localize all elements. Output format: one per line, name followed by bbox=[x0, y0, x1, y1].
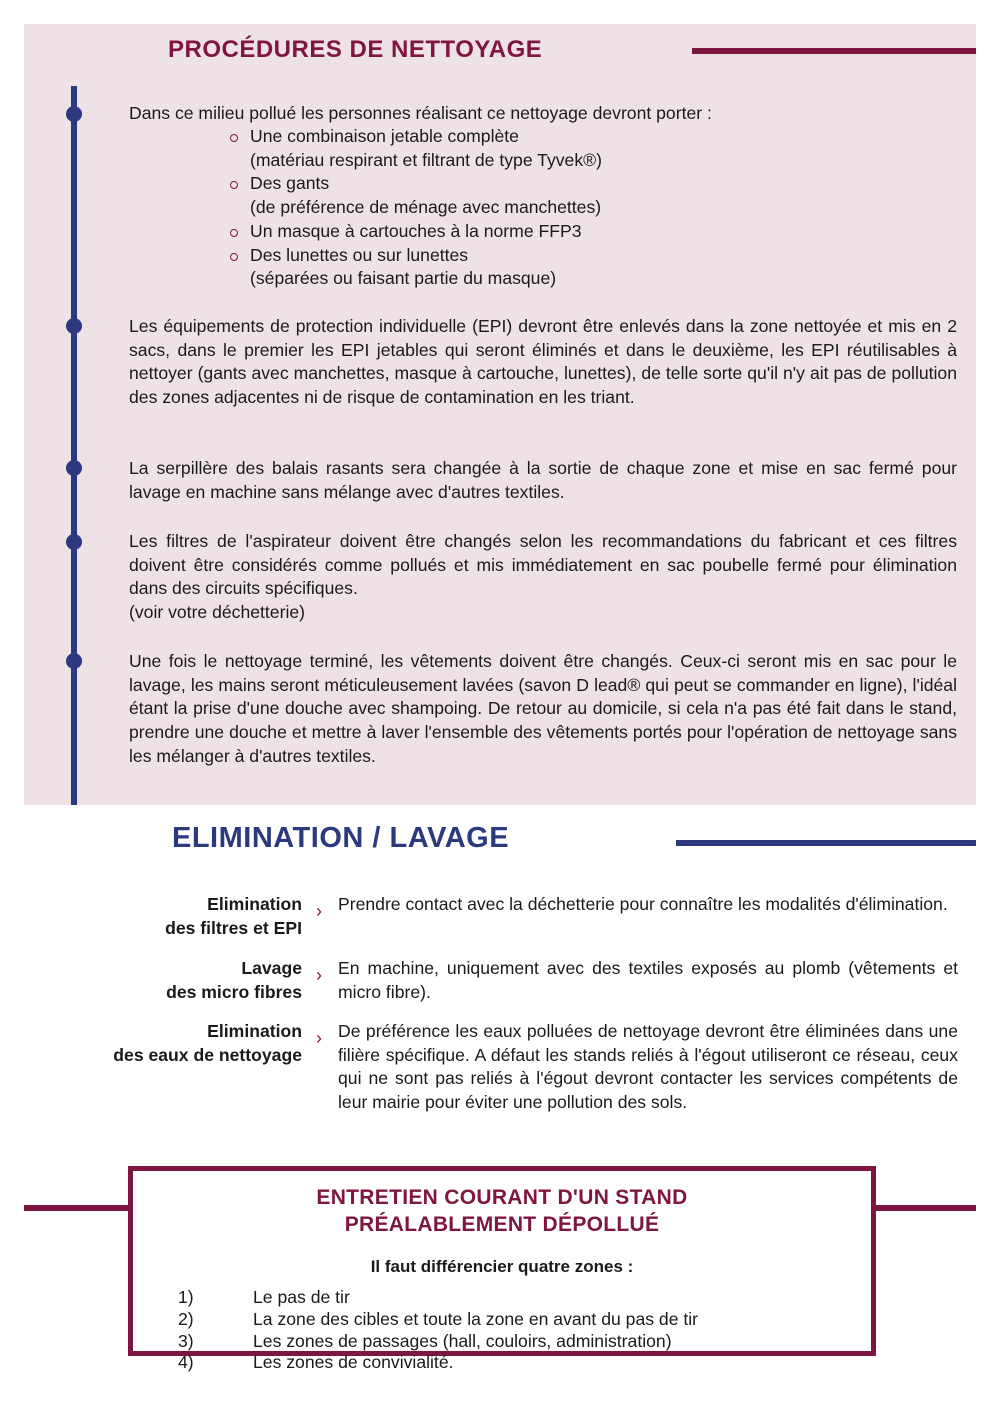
filters-paragraph bbox=[129, 530, 957, 625]
clothing-paragraph: Une fois le nettoyage terminé, les vêtements doivent être changés. Ceux-ci seront mis en sac pour le lavage, les mains seront méticuleusement lavées (savon D lead® qui peut se commander en ligne), l'idéal étant la prise d'une douche avec shampoing. De retour au domicile, si cela n'a pas été fait dans le stand, prendre une douche et mettre à laver l'ensemble des vêtements portés pour l'opération de nettoyage sans les mélanger à d'autres textiles. bbox=[129, 651, 957, 766]
row-text: En machine, uniquement avec des textiles exposés au plomb (vêtements et micro fibre). bbox=[338, 958, 958, 1002]
zone-text: La zone des cibles et toute la zone en avant du pas de tir bbox=[253, 1308, 699, 1329]
equipment-detail: (matériau respirant et filtrant de type Tyvek®) bbox=[250, 149, 602, 170]
entretien-box bbox=[128, 1166, 876, 1373]
bullet-ring-icon bbox=[230, 229, 238, 237]
timeline-dot bbox=[66, 106, 82, 122]
row-label: Elimination des filtres et EPI bbox=[165, 894, 302, 938]
epi-paragraph: Les équipements de protection individuelle (EPI) devront être enlevés dans la zone nettoyée et mis en 2 sacs, dans le premier les EPI jetables qui seront éliminés et dans le deuxième, les EPI réutilisables à nettoyer (gants avec manchettes, masque à cartouche, lunettes), de telle sorte qu'il n'y ait pas de pollution des zones adjacentes ni de risque de contamination en les triant. bbox=[129, 316, 957, 408]
zone-item bbox=[178, 1352, 698, 1374]
zone-item bbox=[178, 1309, 698, 1331]
zones-list bbox=[178, 1287, 698, 1374]
zone-number: 4) bbox=[178, 1352, 194, 1373]
bullet-ring-icon bbox=[230, 181, 238, 189]
equipment-label: Des gants bbox=[250, 173, 330, 194]
equipment-item bbox=[230, 244, 602, 291]
timeline-dot bbox=[66, 653, 82, 669]
bullet-ring-icon bbox=[230, 253, 238, 261]
equipment-item bbox=[230, 220, 602, 244]
row-label: Lavage des micro fibres bbox=[166, 958, 302, 1002]
equipment-label: Une combinaison jetable complète bbox=[250, 126, 519, 146]
row-label: Elimination des eaux de nettoyage bbox=[113, 1021, 302, 1065]
filters-text: Les filtres de l'aspirateur doivent être changés selon les recommandations du fabricant et ces filtres doivent être considérés comme pollués et mis immédiatement en sac poubelle fermé pour élimination dans des circuits spécifiques. bbox=[129, 531, 957, 599]
chevron-right-icon: › bbox=[316, 1028, 322, 1048]
zone-text: Les zones de passages (hall, couloirs, administration) bbox=[253, 1330, 672, 1351]
equipment-label: Un masque à cartouches à la norme FFP3 bbox=[250, 220, 582, 241]
entretien-right-rule bbox=[870, 1205, 976, 1211]
timeline-line bbox=[71, 86, 77, 805]
zone-text: Les zones de convivialité. bbox=[253, 1352, 454, 1373]
equipment-detail: (séparées ou faisant partie du masque) bbox=[250, 268, 557, 289]
zone-item bbox=[178, 1287, 698, 1309]
equipment-detail: (de préférence de ménage avec manchettes) bbox=[250, 197, 602, 218]
equipment-item bbox=[230, 125, 602, 172]
timeline-dot bbox=[66, 534, 82, 550]
zone-text: Le pas de tir bbox=[253, 1287, 350, 1307]
timeline-dot bbox=[66, 460, 82, 476]
filters-note: (voir votre déchetterie) bbox=[129, 602, 306, 623]
bullet-ring-icon bbox=[230, 134, 238, 142]
zone-item bbox=[178, 1331, 698, 1353]
entretien-title-line1: ENTRETIEN COURANT D'UN STAND bbox=[316, 1186, 688, 1209]
row-text: De préférence les eaux polluées de nettoyage devront être éliminées dans une filière spécifique. A défaut les stands reliés à l'égout utiliseront ce réseau, ceux qui ne sont pas reliés à l'égout devront contacter les services compétents de leur mairie pour éviter une pollution des sols. bbox=[338, 1021, 958, 1113]
row-text: Prendre contact avec la déchetterie pour connaître les modalités d'élimination. bbox=[338, 894, 948, 914]
equipment-label: Des lunettes ou sur lunettes bbox=[250, 244, 469, 265]
equipment-list bbox=[230, 125, 602, 291]
entretien-subtitle: Il faut différencier quatre zones : bbox=[370, 1257, 634, 1276]
chevron-right-icon: › bbox=[316, 965, 322, 985]
procedures-title: PROCÉDURES DE NETTOYAGE bbox=[168, 36, 543, 63]
equipment-item bbox=[230, 172, 602, 219]
intro-text: Dans ce milieu pollué les personnes réalisant ce nettoyage devront porter : bbox=[129, 103, 712, 123]
chevron-right-icon: › bbox=[316, 901, 322, 921]
mop-paragraph: La serpillère des balais rasants sera changée à la sortie de chaque zone et mise en sac fermé pour lavage en machine sans mélange avec d'autres textiles. bbox=[129, 458, 957, 502]
zone-number: 1) bbox=[178, 1287, 194, 1307]
procedures-title-rule bbox=[692, 48, 976, 54]
elimination-title-rule bbox=[676, 840, 976, 846]
zone-number: 3) bbox=[178, 1330, 194, 1351]
entretien-title-line2: PRÉALABLEMENT DÉPOLLUÉ bbox=[344, 1213, 660, 1236]
timeline-dot bbox=[66, 318, 82, 334]
zone-number: 2) bbox=[178, 1308, 194, 1329]
entretien-left-rule bbox=[24, 1205, 134, 1211]
elimination-title: ELIMINATION / LAVAGE bbox=[172, 822, 510, 854]
